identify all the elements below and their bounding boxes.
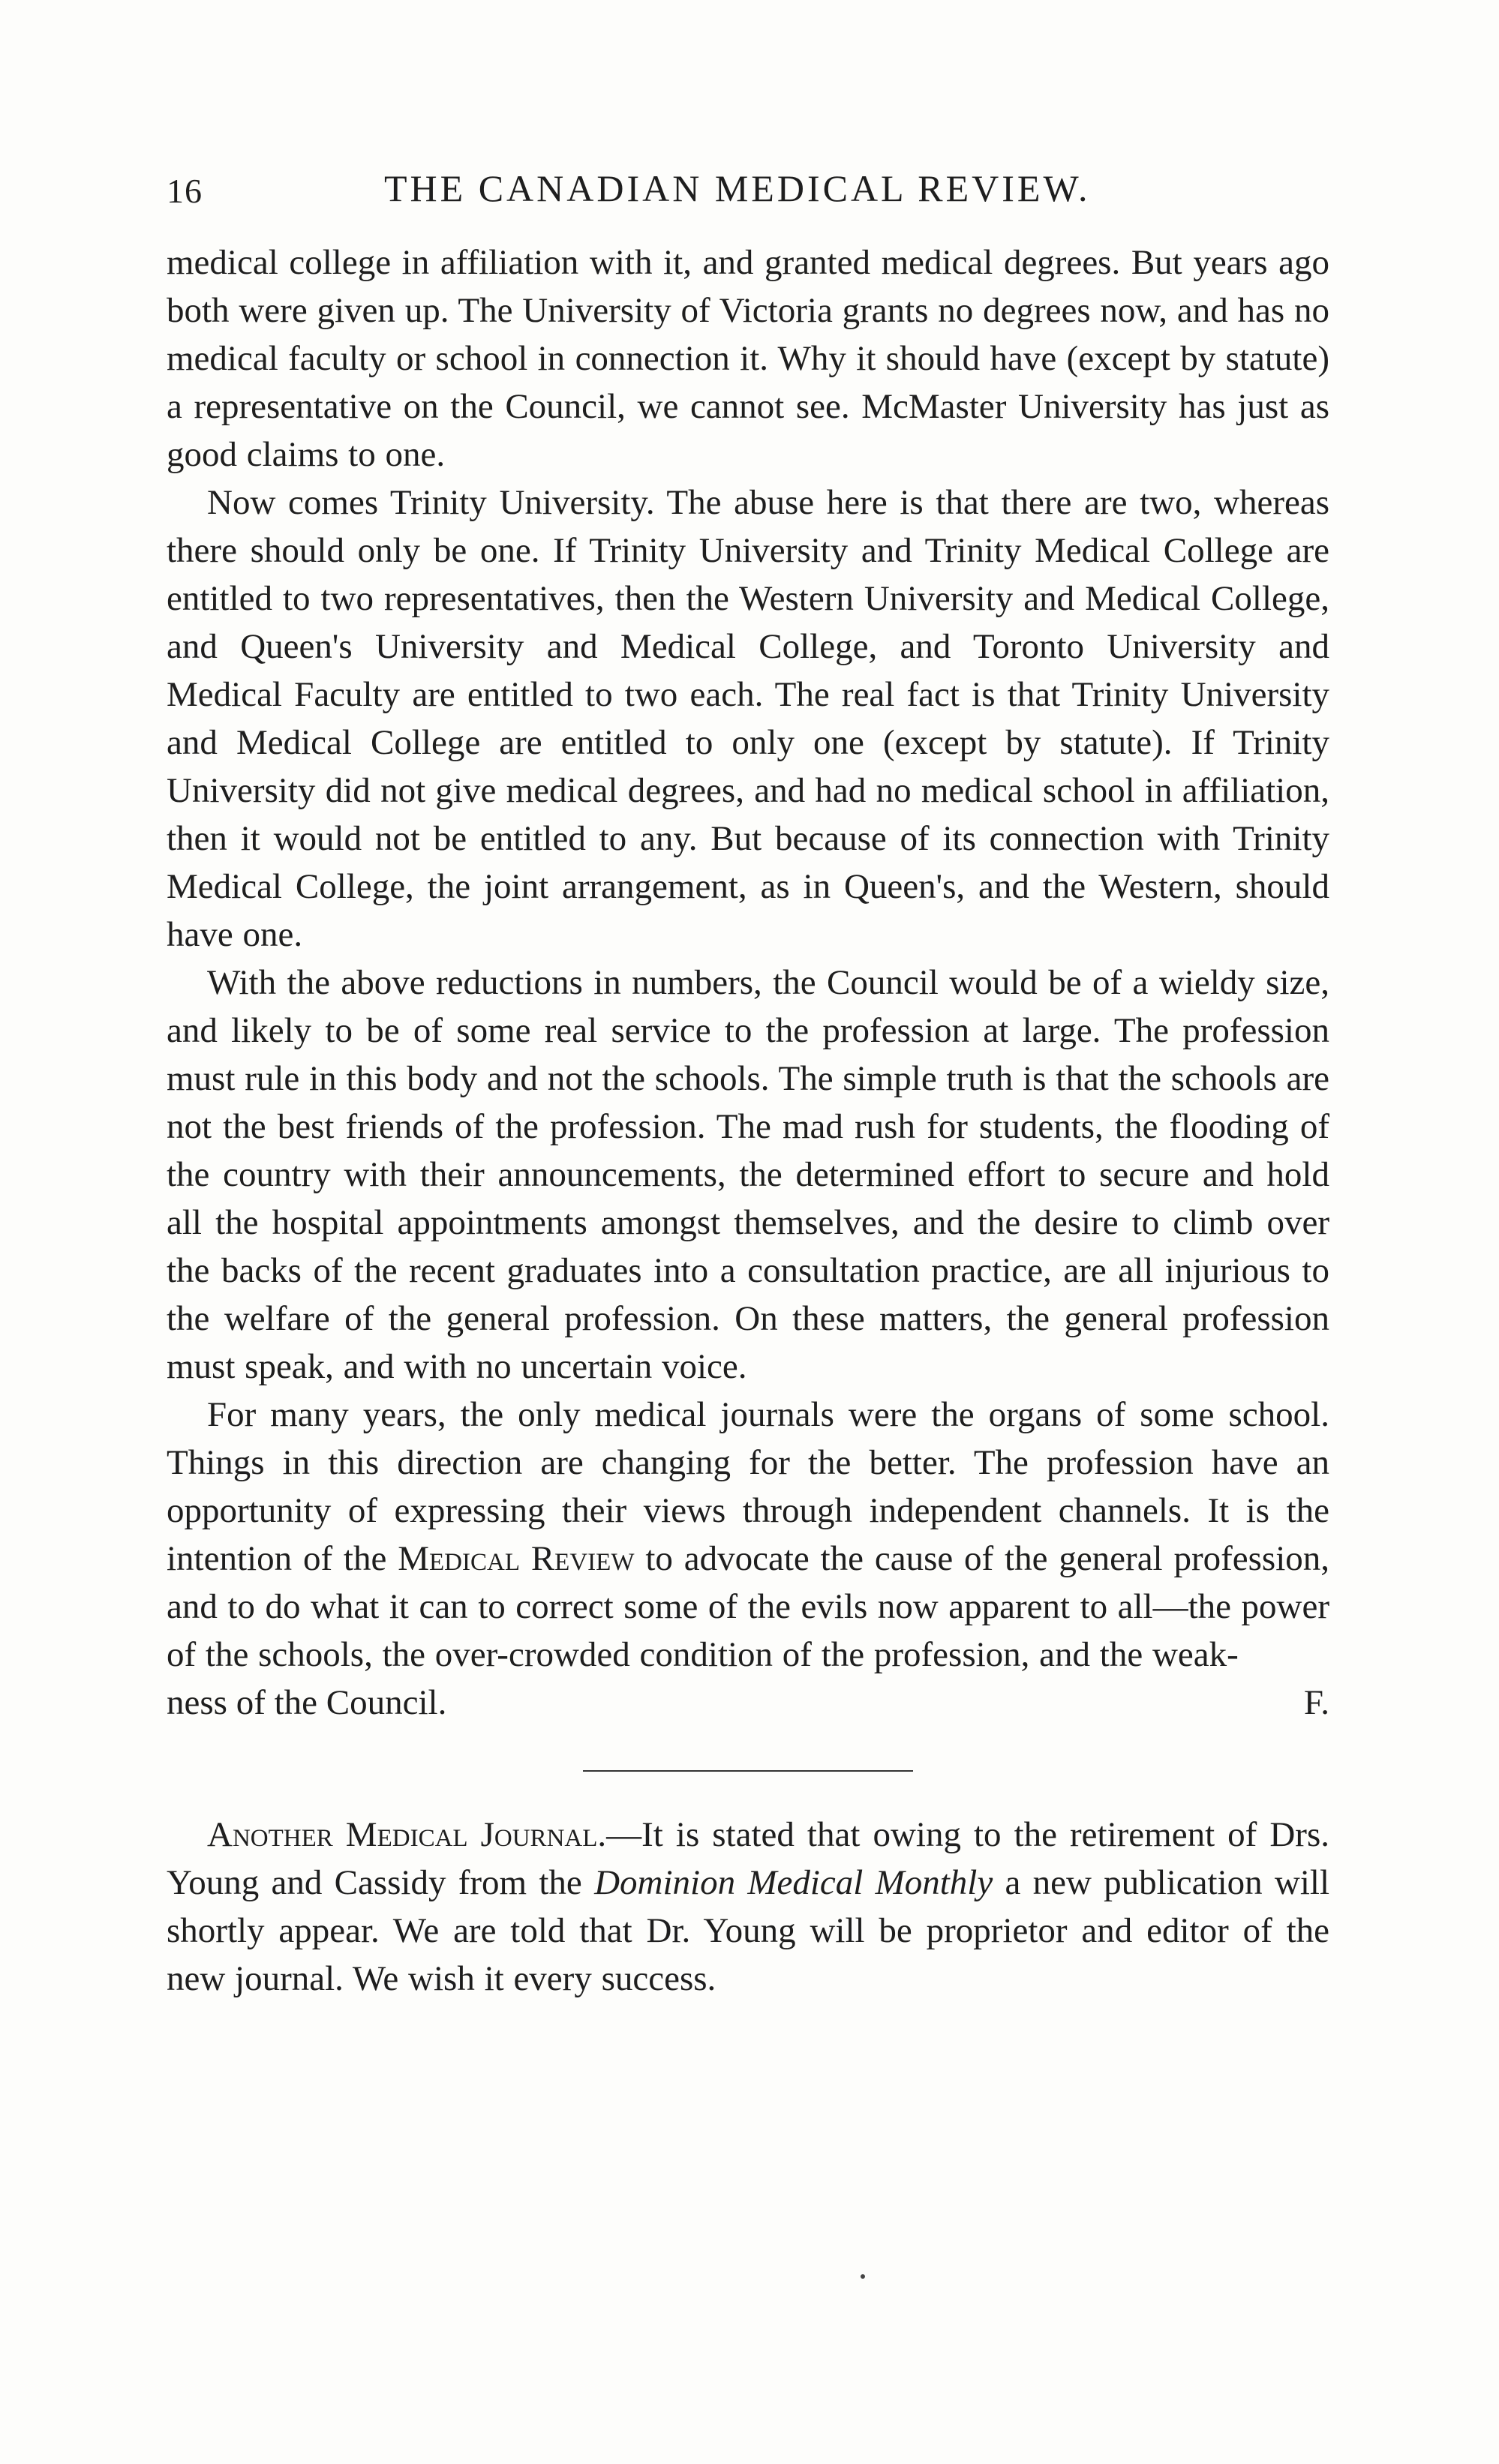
closing-text: ness of the Council. [167, 1683, 447, 1722]
notice-paragraph [167, 1811, 1329, 2003]
author-signature: F. [1303, 1683, 1329, 1722]
notice-text: —It is stated that owing to the retirement of Drs. Young and Cassidy from the [167, 1815, 1329, 1902]
paragraph-victoria: medical college in affiliation with it, and granted medical degrees. But years ago both were given up. The University of Victoria grants no degrees now, and has no medical faculty or school in connection it. Why it should have (except by statute) a representative on the Council, we cannot see. McMaster University has just as good claims to one. [167, 243, 1329, 474]
journal-title: THE CANADIAN MEDICAL REVIEW. [384, 167, 1091, 209]
notice-text: a new publication will shortly appear. We are told that Dr. Young will be proprietor and editor of the new journal. We wish it every success. [167, 1863, 1330, 1998]
page-number: 16 [167, 172, 203, 210]
print-mark [861, 2274, 865, 2279]
publication-title: Dominion Medical Monthly [594, 1863, 993, 1902]
paragraph-text: to advocate the cause of the general profession, and to do what it can to correct some of the evils now apparent to all—the power of the schools, the over-crowded condition of the profession, and the weak- [167, 1539, 1330, 1674]
document-page [167, 167, 1329, 2003]
closing-line [167, 1679, 1329, 1727]
journal-name: Medical Review [398, 1539, 635, 1578]
section-divider [583, 1770, 913, 1772]
paragraph-text: For many years, the only medical journals were the organs of some school. Things in this direction are changing for the better. The profession have an opportunity of expressing their views through independent channels. It is the intention of the [167, 1395, 1329, 1578]
paragraph-council-size: With the above reductions in numbers, the Council would be of a wieldy size, and likely to be of some real service to the profession at large. The profession must rule in this body and not the schools. The simple truth is that the schools are not the best friends of the profession. The mad rush for students, the flooding of the country with their announcements, the determined effort to secure and hold all the hospital appointments amongst themselves, and the desire to climb over the backs of the recent graduates into a consultation practice, are all injurious to the welfare of the general profession. On these matters, the general profession must speak, and with no uncertain voice. [167, 963, 1329, 1386]
running-head [167, 167, 1329, 212]
notice-heading: Another Medical Journal. [207, 1815, 607, 1854]
paragraph-trinity: Now comes Trinity University. The abuse here is that there are two, whereas there should only be one. If Trinity University and Trinity Medical College are entitled to two representatives, then the Western University and Medical College, and Queen's University and Medical College, and Toronto University and Medical Faculty are entitled to two each. The real fact is that Trinity University and Medical College are entitled to only one (except by statute). If Trinity University did not give medical degrees, and had no medical school in affiliation, then it would not be entitled to any. But because of its connection with Trinity Medical College, the joint arrangement, as in Queen's, and the Western, should have one. [167, 483, 1329, 954]
paragraph-medical-journals [167, 1391, 1329, 1679]
